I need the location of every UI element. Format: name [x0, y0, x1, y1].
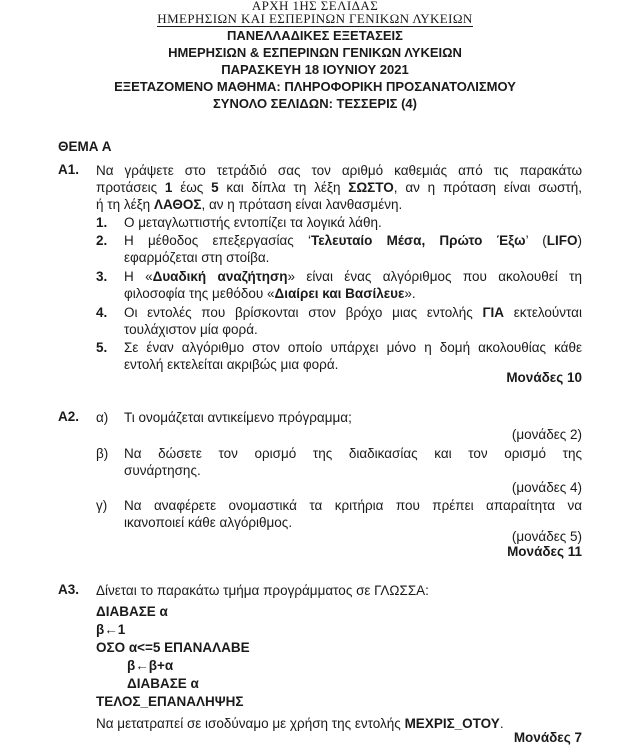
a1-instruction-line-3: ή τη λέξη ΛΑΘΟΣ, αν η πρόταση είναι λανθασμένη.	[96, 197, 403, 212]
question-a1-label: Α1.	[58, 162, 80, 177]
sub-text-line-2: ικανοποιεί κάθε αλγόριθμος.	[124, 515, 293, 530]
code-line-2: β←1	[96, 622, 126, 637]
code-line-5: ΔΙΑΒΑΣΕ α	[127, 676, 199, 691]
item-number: 2.	[96, 233, 108, 248]
item-text-line-1: Η μέθοδος επεξεργασίας ‘Τελευταίο Μέσα, Πρώτο Έξω’ (LIFO)	[124, 233, 583, 248]
a1-instruction-line-1: Να γράψετε στο τετράδιό σας τον αριθμό καθεμιάς από τις παρακάτω	[96, 163, 582, 178]
a2-sub-c-marks: (μονάδες 5)	[511, 529, 582, 544]
code-line-1: ΔΙΑΒΑΣΕ α	[96, 604, 168, 619]
question-a2-label: Α2.	[58, 409, 80, 424]
a2-sub-a-marks: (μονάδες 2)	[511, 427, 582, 442]
item-text-line-1: Σε έναν αλγόριθμο στον οποίο υπάρχει μόνο η δομή ακολουθίας κάθε	[124, 340, 582, 355]
a3-marks: Μονάδες 7	[513, 730, 582, 745]
total-pages: ΣΥΝΟΛΟ ΣΕΛΙΔΩΝ: ΤΕΣΣΕΡΙΣ (4)	[213, 96, 417, 111]
item-text-line-2: φιλοσοφία της μεθόδου «Διαίρει και Βασίλευε».	[124, 286, 416, 301]
sub-text-line-2: συνάρτησης.	[124, 463, 201, 478]
code-line-6: ΤΕΛΟΣ_ΕΠΑΝΑΛΗΨΗΣ	[96, 694, 244, 709]
a2-sub-b-marks: (μονάδες 4)	[511, 480, 582, 495]
section-title: ΘΕΜΑ Α	[58, 139, 112, 154]
a3-task: Να μετατραπεί σε ισοδύναμο με χρήση της εντολής ΜΕΧΡΙΣ_ΟΤΟΥ.	[96, 716, 504, 731]
item-number: 4.	[96, 305, 108, 320]
code-line-4: β←β+α	[127, 658, 174, 673]
item-number: 1.	[96, 215, 108, 230]
code-line-3: ΟΣΟ α<=5 ΕΠΑΝΑΛΑΒΕ	[96, 640, 250, 655]
item-text-line-2: τουλάχιστον μία φορά.	[124, 322, 258, 337]
school-line-text: ΗΜΕΡΗΣΙΩΝ ΚΑΙ ΕΣΠΕΡΙΝΩΝ ΓΕΝΙΚΩΝ ΛΥΚΕΙΩΝ	[157, 11, 473, 26]
school-line	[0, 11, 630, 27]
exam-subject: ΕΞΕΤΑΖΟΜΕΝΟ ΜΑΘΗΜΑ: ΠΛΗΡΟΦΟΡΙΚΗ ΠΡΟΣΑΝΑΤΟΛΙΣΜΟΥ	[114, 79, 516, 94]
question-a3-label: Α3.	[58, 582, 80, 597]
exam-date: ΠΑΡΑΣΚΕΥΗ 18 ΙΟΥΝΙΟΥ 2021	[221, 62, 409, 77]
sub-letter: β)	[96, 446, 109, 461]
sub-text: Τι ονομάζεται αντικείμενο πρόγραμμα;	[124, 410, 352, 425]
sub-letter: γ)	[96, 498, 108, 513]
a1-instruction-line-2: προτάσεις 1 έως 5 και δίπλα τη λέξη ΣΩΣΤΟ, αν η πρόταση είναι σωστή,	[96, 180, 582, 195]
item-text-line-1: Η «Δυαδική αναζήτηση» είναι ένας αλγόριθμος που ακολουθεί τη	[124, 269, 582, 284]
a1-marks: Μονάδες 10	[506, 370, 582, 385]
a3-intro: Δίνεται το παρακάτω τμήμα προγράμματος σε ΓΛΩΣΣΑ:	[96, 583, 429, 598]
exams-title: ΠΑΝΕΛΛΑΔΙΚΕΣ ΕΞΕΤΑΣΕΙΣ	[227, 28, 403, 43]
a2-marks: Μονάδες 11	[507, 544, 582, 559]
item-text-line-2: εντολή εκτελείται ακριβώς μια φορά.	[124, 357, 339, 372]
sub-letter: α)	[96, 410, 109, 425]
sub-text-line-1: Να δώσετε τον ορισμό της διαδικασίας και τον ορισμό της	[124, 446, 582, 461]
sub-text-line-1: Να αναφέρετε ονομαστικά τα κριτήρια που πρέπει απαραίτητα να	[124, 498, 582, 513]
item-text-line-2: εφαρμόζεται στη στοίβα.	[124, 250, 270, 265]
item-text: Ο μεταγλωττιστής εντοπίζει τα λογικά λάθη.	[124, 215, 382, 230]
schools-title: ΗΜΕΡΗΣΙΩΝ & ΕΣΠΕΡΙΝΩΝ ΓΕΝΙΚΩΝ ΛΥΚΕΙΩΝ	[168, 45, 462, 60]
item-number: 5.	[96, 340, 108, 355]
item-number: 3.	[96, 269, 108, 284]
page-start-label: ΑΡΧΗ 1ΗΣ ΣΕΛΙΔΑΣ	[251, 0, 379, 13]
item-text-line-1: Οι εντολές που βρίσκονται στον βρόχο μιας εντολής ΓΙΑ εκτελούνται	[124, 305, 582, 320]
